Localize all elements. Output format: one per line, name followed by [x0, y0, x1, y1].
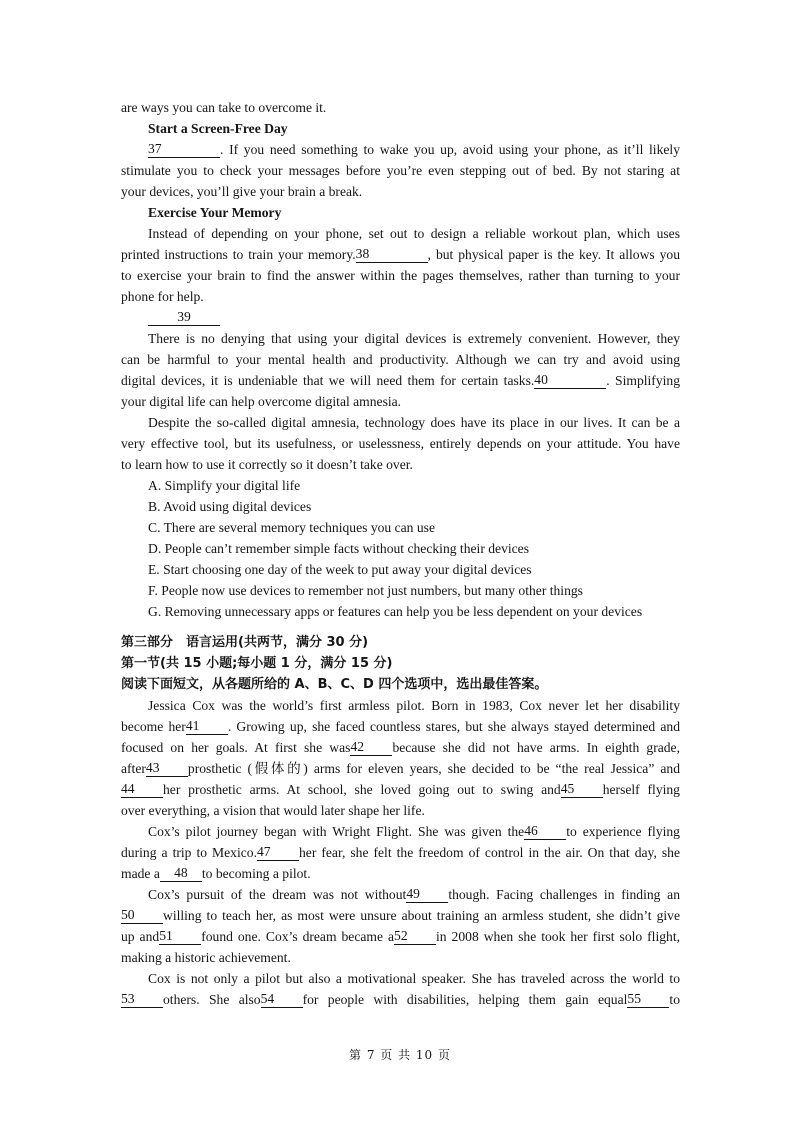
text-line: to learn how to use it correctly so it doesn’t take over.	[121, 457, 413, 472]
option-b: B. Avoid using digital devices	[148, 499, 312, 514]
instruction: 阅读下面短文，从各题所给的 A、B、C、D 四个选项中，选出最佳答案。	[121, 677, 548, 692]
text-line: Despite the so-called digital amnesia, technology does have its place in our lives. It can be a	[148, 415, 680, 430]
page-number: 第 7 页 共 10 页	[349, 1048, 451, 1062]
text-line: are ways you can take to overcome it.	[121, 100, 327, 115]
text-line: 37 . If you need something to wake you up, avoid using your phone, as it’ll likely	[148, 141, 680, 157]
answer-blank-37: 37	[148, 140, 220, 158]
option-g: G. Removing unnecessary apps or features can help you be less dependent on your devices	[148, 604, 643, 619]
section-heading: Exercise Your Memory	[148, 205, 282, 220]
subsection-title: 第一节(共 15 小题;每小题 1 分，满分 15 分)	[121, 656, 393, 671]
answer-blank-47: 47	[257, 843, 299, 861]
answer-blank-50: 50	[121, 906, 163, 924]
option-e: E. Start choosing one day of the week to put away your digital devices	[148, 562, 532, 577]
text-line: Cox’s pilot journey began with Wright Flight. She was given the46 to experience flying	[148, 823, 680, 839]
text-line: Cox is not only a pilot but also a motivational speaker. She has traveled across the world to	[148, 971, 680, 986]
option-d: D. People can’t remember simple facts without checking their devices	[148, 541, 530, 556]
answer-blank-44: 44	[121, 780, 163, 798]
text-line: become her41 . Growing up, she faced countless stares, but she always stayed determined and	[121, 718, 680, 734]
option-f: F. People now use devices to remember not just numbers, but many other things	[148, 583, 583, 598]
answer-blank-46: 46	[524, 822, 566, 840]
answer-blank-39: 39	[148, 308, 220, 326]
text-line: Jessica Cox was the world’s first armless pilot. Born in 1983, Cox never let her disability	[148, 698, 680, 713]
answer-blank-55: 55	[627, 990, 669, 1008]
page-content	[121, 97, 680, 1010]
text-line: stimulate you to check your messages before you’re even stepping out of bed. By not staring at	[121, 163, 680, 178]
text-line: your devices, you’ll give your brain a break.	[121, 184, 363, 199]
answer-blank-53: 53	[121, 990, 163, 1008]
text-line: 50 willing to teach her, as most were unsure about training an armless student, she didn’t give	[121, 907, 680, 923]
answer-blank-42: 42	[350, 738, 392, 756]
text-line: making a historic achievement.	[121, 950, 291, 965]
text-line: phone for help.	[121, 289, 204, 304]
text-line: up and51 found one. Cox’s dream became a52 in 2008 when she took her first solo flight,	[121, 928, 681, 944]
text-line: can be harmful to your mental health and productivity. Although we can try and avoid using	[121, 352, 680, 367]
option-a: A. Simplify your digital life	[148, 478, 301, 493]
text-line: Cox’s pursuit of the dream was not without49 though. Facing challenges in finding an	[148, 886, 680, 902]
answer-blank-41: 41	[186, 717, 228, 735]
section-heading: Start a Screen-Free Day	[148, 121, 288, 136]
text-line: digital devices, it is undeniable that we will need them for certain tasks.40 . Simplifying	[121, 372, 680, 388]
text-line: 44 her prosthetic arms. At school, she loved going out to swing and45 herself flying	[121, 781, 680, 797]
answer-blank-49: 49	[406, 885, 448, 903]
answer-blank-40: 40	[534, 371, 606, 389]
text-line: during a trip to Mexico.47 her fear, she felt the freedom of control in the air. On that day, she	[121, 844, 680, 860]
text-line: very effective tool, but its usefulness, or uselessness, entirely depends on your attitude. You have	[121, 436, 680, 451]
option-c: C. There are several memory techniques you can use	[148, 520, 435, 535]
answer-blank-48: 48	[160, 864, 202, 882]
text-line: Instead of depending on your phone, set out to design a reliable workout plan, which uses	[148, 226, 680, 241]
text-line: made a 48 to becoming a pilot.	[121, 865, 311, 881]
text-line: printed instructions to train your memory.38 , but physical paper is the key. It allows you	[121, 246, 680, 262]
text-line: There is no denying that using your digital devices is extremely convenient. However, they	[148, 331, 680, 346]
answer-blank-54: 54	[261, 990, 303, 1008]
text-line	[121, 307, 680, 328]
text-line: focused on her goals. At first she was42 because she did not have arms. In eighth grade,	[121, 739, 680, 755]
answer-blank-38: 38	[356, 245, 428, 263]
answer-blank-45: 45	[561, 780, 603, 798]
answer-blank-52: 52	[394, 927, 436, 945]
text-line: after43 prosthetic (假体的) arms for eleven years, she decided to be “the real Jessica” and	[121, 760, 680, 776]
answer-blank-43: 43	[146, 759, 188, 777]
text-line: your digital life can help overcome digital amnesia.	[121, 394, 402, 409]
text-line: over everything, a vision that would later shape her life.	[121, 803, 425, 818]
answer-blank-51: 51	[159, 927, 201, 945]
part-title: 第三部分 语言运用(共两节，满分 30 分)	[121, 635, 369, 650]
text-line: to exercise your brain to find the answer within the pages themselves, rather than turning to your	[121, 268, 680, 283]
text-line: 53 others. She also54 for people with disabilities, helping them gain equal55 to	[121, 991, 680, 1007]
